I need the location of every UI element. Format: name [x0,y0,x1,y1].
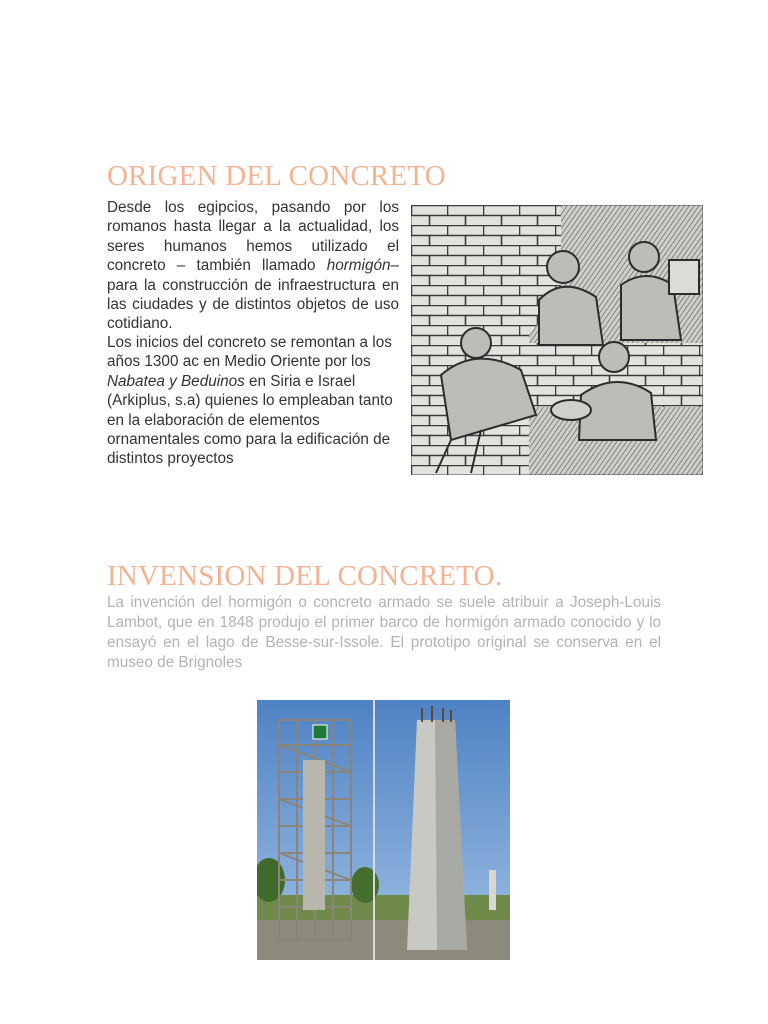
section-title-origen: ORIGEN DEL CONCRETO [107,160,446,192]
origen-paragraph-2-text-b: en Siria e Israel (Arkiplus, s.a) quienes lo empleaban tanto en la elaboración de elementos ornamentales como para la edificación de distintos proyectos [107,372,393,468]
invension-paragraph: La invención del hormigón o concreto armado se suele atribuir a Joseph-Louis Lambot, que en 1848 produjo el primer barco de hormigón armado conocido y lo ensayó en el lago de Besse-sur-Issole. El prototipo original se conserva en el museo de Brignoles [107,594,661,671]
origen-paragraph-2-italic: Nabatea y Beduinos [107,372,245,390]
origen-paragraph-2 [107,333,399,469]
origen-paragraph-2-text-a: Los inicios del concreto se remontan a los años 1300 ac en Medio Oriente por los [107,334,392,371]
origen-paragraph-1 [107,198,399,334]
origen-paragraph-1-italic: hormigón [326,257,391,275]
origen-paragraph-1-text-a: Desde los egipcios, pasando por los romanos hasta llegar a la actualidad, los seres humanos hemos utilizado el concreto – también llamado [107,199,399,275]
concrete-columns-image [257,700,510,960]
section-title-invension: INVENSION DEL CONCRETO. [107,560,503,592]
origen-paragraph-1-text-b: – para la construcción de infraestructura en las ciudades y de distintos objetos de uso cotidiano. [107,257,399,333]
masons-engraving-image [411,205,703,475]
